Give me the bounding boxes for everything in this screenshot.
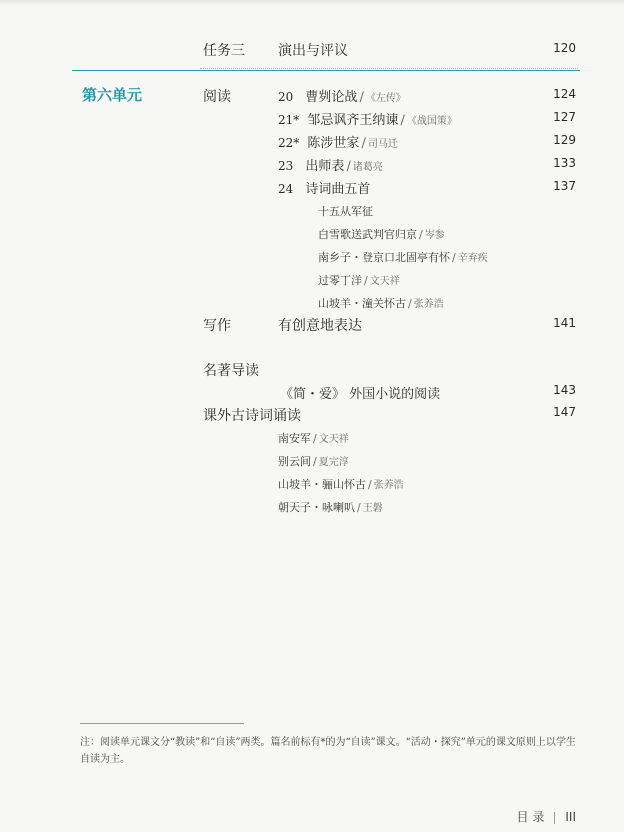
- slash-separator: /: [313, 432, 317, 445]
- lesson-page: 133: [553, 156, 576, 170]
- dotted-divider: [200, 68, 578, 69]
- poem-title: 朝天子・咏喇叭: [278, 501, 355, 514]
- slash-separator: /: [313, 455, 317, 468]
- poem-author: 文天祥: [318, 434, 349, 445]
- task-title: 演出与评议: [278, 43, 348, 59]
- extra-poem-item[interactable]: [278, 476, 404, 492]
- writing-title[interactable]: 有创意地表达: [278, 318, 362, 334]
- reading-label: 阅读: [203, 89, 231, 105]
- poem-title: 南乡子・登京口北固亭有怀: [318, 251, 450, 264]
- slash-separator: /: [364, 274, 368, 287]
- poem-title: 山坡羊・骊山怀古: [278, 478, 366, 491]
- poem-title: 过零丁洋: [318, 274, 362, 287]
- unit-title: 第六单元: [82, 86, 143, 104]
- footnote: 注：阅读单元课文分“教读”和“自读”两类。篇名前标有*的为“自读”课文。“活动・探究”单元的课文原则上以学生自读为主。: [80, 737, 576, 765]
- poem-author: 岑参: [424, 230, 445, 241]
- lesson-number: 21*: [278, 113, 300, 127]
- lesson-author: 《战国策》: [406, 116, 457, 127]
- page-footer: [517, 808, 576, 825]
- lesson-number: 22*: [278, 136, 300, 150]
- poem-item[interactable]: [318, 203, 373, 219]
- extra-page: 147: [553, 405, 576, 419]
- extra-poem-item[interactable]: [278, 430, 349, 446]
- extra-label: 课外古诗词诵读: [203, 408, 301, 424]
- slash-separator: /: [400, 113, 405, 128]
- page-top-shade: [0, 0, 624, 6]
- lesson-number: 20: [278, 90, 294, 104]
- poem-author: 王磐: [362, 503, 383, 514]
- lesson-title: 出师表: [305, 159, 345, 174]
- lesson-page: 127: [553, 110, 576, 124]
- poem-title: 南安军: [278, 432, 311, 445]
- poem-item[interactable]: [318, 249, 488, 265]
- writing-label: 写作: [203, 318, 231, 334]
- extra-poem-item[interactable]: [278, 499, 383, 515]
- footnote-rule: [80, 723, 244, 724]
- classics-title[interactable]: 《简・爱》 外国小说的阅读: [280, 387, 441, 402]
- footer-page-number: III: [565, 810, 576, 824]
- lesson-title: 邹忌讽齐王纳谏: [307, 113, 399, 128]
- lesson-number: 23: [278, 159, 294, 173]
- lesson-row[interactable]: [278, 155, 383, 174]
- slash-separator: /: [452, 251, 456, 264]
- slash-separator: /: [368, 478, 372, 491]
- poem-item[interactable]: [318, 295, 444, 311]
- lesson-author: 司马迁: [367, 139, 398, 150]
- slash-separator: /: [408, 297, 412, 310]
- writing-page: 141: [553, 316, 576, 330]
- slash-separator: /: [359, 90, 364, 105]
- lesson-number: 24: [278, 182, 294, 196]
- lesson-title: 诗词曲五首: [305, 182, 371, 197]
- classics-label: 名著导读: [203, 363, 259, 379]
- lesson-row[interactable]: [278, 178, 370, 197]
- lesson-author: 《左传》: [365, 93, 406, 104]
- task-label: 任务三: [203, 43, 245, 59]
- lesson-title: 曹刿论战: [305, 90, 358, 105]
- poem-item[interactable]: [318, 272, 400, 288]
- slash-separator: /: [346, 159, 351, 174]
- extra-poem-item[interactable]: [278, 453, 349, 469]
- slash-separator: /: [357, 501, 361, 514]
- lesson-page: 137: [553, 179, 576, 193]
- footer-separator: [554, 812, 555, 824]
- slash-separator: /: [419, 228, 423, 241]
- classics-page: 143: [553, 383, 576, 397]
- poem-title: 山坡羊・潼关怀古: [318, 297, 406, 310]
- lesson-page: 124: [553, 87, 576, 101]
- footer-label: 目 录: [516, 810, 545, 824]
- task-page: 120: [553, 41, 576, 55]
- slash-separator: /: [361, 136, 366, 151]
- lesson-title: 陈涉世家: [307, 136, 360, 151]
- poem-author: 张养浩: [413, 299, 444, 310]
- poem-author: 夏完淳: [318, 457, 349, 468]
- lesson-author: 诸葛亮: [352, 162, 383, 173]
- poem-author: 文天祥: [369, 276, 400, 287]
- poem-title: 别云间: [278, 455, 311, 468]
- lesson-row[interactable]: [278, 86, 406, 105]
- lesson-row[interactable]: [278, 132, 398, 151]
- lesson-row[interactable]: [278, 109, 457, 128]
- poem-title: 白雪歌送武判官归京: [318, 228, 417, 241]
- poem-title: 十五从军征: [318, 205, 373, 218]
- poem-author: 张养浩: [373, 480, 404, 491]
- unit-divider: [72, 70, 580, 71]
- poem-item[interactable]: [318, 226, 445, 242]
- poem-author: 辛弃疾: [457, 253, 488, 264]
- lesson-page: 129: [553, 133, 576, 147]
